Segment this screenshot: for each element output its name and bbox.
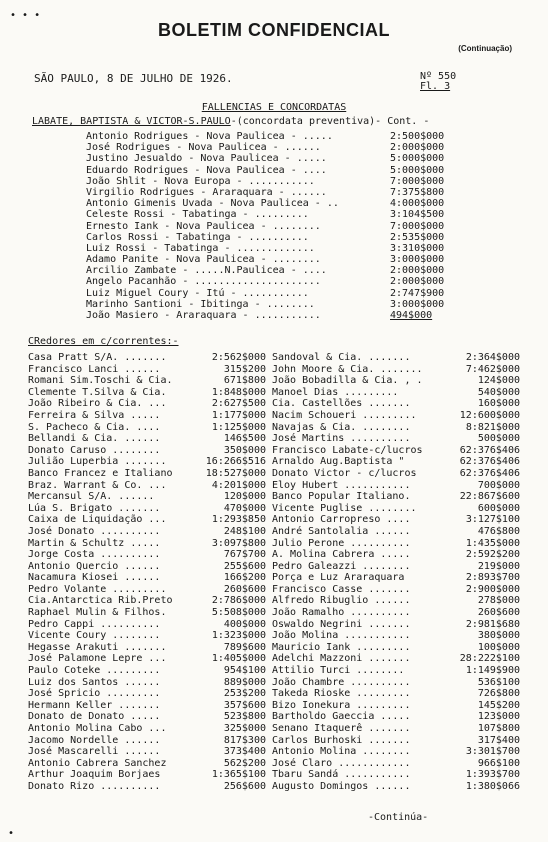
creditor-name-left: Martin & Schultz ..... — [28, 537, 161, 549]
creditor-name-left: Francisco Lanci ...... — [28, 363, 161, 375]
creditor-amount-left: 889$000 — [223, 676, 266, 688]
creditor-name-right: Mauricio Iank ......... — [272, 641, 411, 653]
creditor-amount: 5:000$000 — [390, 153, 445, 165]
creditor-amount: 2:500$000 — [390, 131, 445, 142]
table-row — [28, 445, 520, 457]
creditor-name-left: Raphael Mulin & Filhos. — [28, 607, 167, 619]
creditor-name-right: Takeda Rioske ......... — [272, 688, 411, 700]
table-row — [28, 584, 520, 596]
list-item — [86, 153, 466, 164]
creditor-amount-right: 1:380$066 — [465, 780, 520, 792]
creditor-name-left: Julião Luperbia ....... — [28, 456, 167, 468]
case-description: -(concordata preventiva)- Cont. - — [230, 116, 430, 127]
creditor-name-left: S. Pacheco & Cia. .... — [28, 421, 161, 433]
creditor-amount-left: 2:627$500 — [211, 398, 266, 410]
creditor-amount-left: 1:293$850 — [211, 514, 266, 526]
creditor-name-right: Eloy Hubert ........... — [272, 479, 411, 491]
table-row — [28, 514, 520, 526]
table-row — [28, 549, 520, 561]
creditor-name-left: Bellandi & Cia. ...... — [28, 433, 161, 445]
creditor-amount-left: 400$000 — [223, 618, 266, 630]
creditor-name: Celeste Rossi - Tabatinga - ......... — [86, 209, 309, 221]
list-item — [86, 310, 466, 321]
table-row — [28, 561, 520, 573]
list-item — [86, 243, 466, 254]
creditor-name-left: Caixa de Liquidação ... — [28, 514, 167, 526]
creditor-amount-right: 278$000 — [477, 595, 520, 607]
creditor-amount-left: 2:562$000 — [211, 352, 266, 363]
creditor-name-right: Adelchi Mazzoni ....... — [272, 653, 411, 665]
creditor-amount: 5:000$000 — [390, 164, 445, 176]
creditor-name: Luiz Rossi - Tabatinga - ............. — [86, 242, 315, 254]
creditor-amount-right: 107$800 — [477, 723, 520, 734]
creditor-amount-left: 1:848$000 — [211, 386, 266, 398]
table-row — [28, 503, 520, 515]
list-item — [86, 254, 466, 265]
creditor-name-left: Ferreira & Silva ..... — [28, 409, 161, 421]
table-row — [28, 410, 520, 422]
creditor-name: Antonio Rodrigues - Nova Paulicea - ..... — [86, 131, 333, 142]
creditors-heading: CRedores em c/correntes:- — [28, 336, 179, 347]
creditor-amount: 3:000$000 — [390, 254, 445, 266]
creditor-amount-left: 1:323$000 — [211, 630, 266, 642]
table-row — [28, 769, 520, 781]
creditor-amount-left: 1:125$000 — [211, 421, 266, 433]
creditor-name-left: Vicente Coury ........ — [28, 630, 161, 642]
creditor-amount-right: 726$800 — [477, 688, 520, 700]
creditor-name-right: John Moore & Cia. ....... — [272, 363, 423, 375]
creditor-amount-right: 476$800 — [477, 525, 520, 537]
creditor-amount-right: 1:149$900 — [465, 665, 520, 677]
creditor-amount-right: 1:435$000 — [465, 537, 520, 549]
list-item — [86, 165, 466, 176]
table-row — [28, 375, 520, 387]
creditor-name: Arcilio Zambate - .....N.Paulicea - .... — [86, 265, 327, 277]
list-item — [86, 232, 466, 243]
creditor-name-left: Arthur Joaquim Borjaes — [28, 769, 161, 781]
creditor-name-right: Senano Itaquerê ....... — [272, 723, 411, 734]
creditor-amount: 7:000$000 — [390, 220, 445, 232]
table-row — [28, 665, 520, 677]
creditor-amount-left: 16:266$516 — [205, 456, 266, 468]
creditor-name-right: Attilio Turci ........ — [272, 665, 405, 677]
creditor-amount: 2:747$900 — [390, 287, 445, 299]
creditor-amount-right: 124$000 — [477, 375, 520, 387]
creditor-amount-right: 12:600$000 — [459, 409, 520, 421]
creditor-amount: 3:310$000 — [390, 242, 445, 254]
creditor-name-left: Luiz dos Santos ...... — [28, 676, 161, 688]
list-item — [86, 288, 466, 299]
corner-mark-bottom: • — [8, 828, 15, 839]
creditor-name: João Shlit - Nova Europa - ........... — [86, 175, 315, 187]
creditor-amount-right: 2:893$700 — [465, 572, 520, 584]
creditor-amount-left: 2:786$000 — [211, 595, 266, 607]
creditor-name-right: Tbaru Sandá ........... — [272, 769, 411, 781]
creditor-name-left: João Ribeiro & Cia. ... — [28, 398, 167, 410]
creditor-amount-right: 536$100 — [477, 676, 520, 688]
creditor-amount-right: 22:867$600 — [459, 491, 520, 503]
creditor-name-right: Donato Victor - c/lucros — [272, 467, 417, 479]
creditor-name: João Masiero - Araraquara - ........... — [86, 310, 321, 321]
creditor-name-left: Hegasse Arakuti ....... — [28, 641, 167, 653]
creditor-name-left: Pedro Volante ......... — [28, 583, 167, 595]
table-row — [28, 456, 520, 468]
table-row — [28, 723, 520, 735]
creditor-amount-left: 373$400 — [223, 746, 266, 758]
table-row — [28, 688, 520, 700]
creditor-name-right: Alfredo Ribuglio ...... — [272, 595, 411, 607]
creditor-amount-right: 500$000 — [477, 433, 520, 445]
case-name: LABATE, BAPTISTA & VICTOR-S.PAULO — [32, 116, 231, 127]
page-reference — [420, 72, 456, 92]
creditor-amount: 2:000$000 — [390, 276, 445, 288]
table-row — [28, 642, 520, 654]
creditor-name-right: Bartholdo Gaeccia ..... — [272, 711, 411, 723]
creditor-amount-left: 357$600 — [223, 699, 266, 711]
continua-note: -Continúa- — [368, 812, 429, 823]
list-item — [86, 209, 466, 220]
creditor-name-right: Cia. Castellões ....... — [272, 398, 411, 410]
creditor-amount-left: 260$600 — [223, 583, 266, 595]
creditor-amount-right: 2:900$000 — [465, 583, 520, 595]
table-row — [28, 607, 520, 619]
creditor-amount-left: 954$100 — [223, 665, 266, 677]
creditor-name-left: Banco Francez e Italiano — [28, 467, 173, 479]
creditor-amount-left: 5:508$000 — [211, 607, 266, 619]
creditor-name-left: Antonio Quercio ...... — [28, 560, 161, 572]
section-heading: FALLENCIAS E CONCORDATAS — [201, 102, 347, 113]
creditor-amount: 3:104$500 — [390, 209, 445, 221]
creditor-name-left: Clemente T.Silva & Cia. — [28, 386, 167, 398]
creditor-amount: 7:375$800 — [390, 186, 445, 198]
creditor-amount-right: 219$000 — [477, 560, 520, 572]
dateline: SÃO PAULO, 8 DE JULHO DE 1926. — [34, 72, 233, 85]
creditor-amount: 2:000$000 — [390, 265, 445, 277]
creditor-name: Carlos Rossi - Tabatinga - .......... — [86, 231, 309, 243]
creditor-name-right: Vicente Puglise ........ — [272, 502, 417, 514]
creditor-amount-right: 540$000 — [477, 386, 520, 398]
table-row — [28, 468, 520, 480]
creditor-amount-left: 253$200 — [223, 688, 266, 700]
creditor-amount-left: 4:201$000 — [211, 479, 266, 491]
creditor-name: Ernesto Iank - Nova Paulicea - ........ — [86, 220, 321, 232]
creditor-name-left: Donato de Donato ..... — [28, 711, 161, 723]
case-subject — [32, 116, 429, 127]
table-row — [28, 572, 520, 584]
creditor-amount-right: 966$100 — [477, 757, 520, 769]
creditor-name-right: Pedro Galeazzi ........ — [272, 560, 411, 572]
creditor-amount-left: 470$000 — [223, 502, 266, 514]
creditor-amount-left: 120$000 — [223, 491, 266, 503]
table-row — [28, 398, 520, 410]
creditor-name-right: André Santolalia ...... — [272, 525, 411, 537]
creditor-name-left: Romani Sim.Toschi & Cia. — [28, 375, 173, 387]
creditor-amount-left: 767$700 — [223, 549, 266, 561]
creditor-name-left: Donato Rizo .......... — [28, 780, 161, 792]
table-row — [28, 387, 520, 399]
creditor-name-right: José Claro ............ — [272, 757, 411, 769]
creditor-name-left: Nacamura Kiosei ...... — [28, 572, 161, 584]
creditor-name-right: Bizo Ionekura ......... — [272, 699, 411, 711]
creditor-amount-right: 317$400 — [477, 734, 520, 746]
creditor-amount-right: 380$000 — [477, 630, 520, 642]
creditor-amount-right: 62:376$406 — [459, 456, 520, 468]
list-item — [86, 221, 466, 232]
creditor-name: José Rodrigues - Nova Paulicea - ...... — [86, 142, 321, 154]
creditor-amount-left: 166$200 — [223, 572, 266, 584]
creditor-amount: 4:000$000 — [390, 198, 445, 210]
creditor-name-right: João Ramalho .......... — [272, 607, 411, 619]
table-row — [28, 422, 520, 434]
creditor-name-left: José Spricio ......... — [28, 688, 161, 700]
creditor-name-right: Julio Perone .......... — [272, 537, 411, 549]
creditor-name-right: Arnaldo Aug.Baptista " — [272, 456, 405, 468]
table-row — [28, 352, 520, 364]
creditor-amount-left: 1:365$100 — [211, 769, 266, 781]
creditor-name-left: José Donato .......... — [28, 525, 161, 537]
creditor-name-left: Pedro Cappi .......... — [28, 618, 161, 630]
list-item — [86, 131, 466, 142]
creditor-amount-left: 1:177$000 — [211, 409, 266, 421]
creditor-name-right: Francisco Casse ....... — [272, 583, 411, 595]
creditor-amount-right: 2:981$680 — [465, 618, 520, 630]
creditor-amount-left: 248$100 — [223, 525, 266, 537]
creditor-name: Justino Jesualdo - Nova Paulicea - ..... — [86, 153, 327, 165]
creditor-name-right: João Chambre .......... — [272, 676, 411, 688]
creditor-name-left: Hermann Keller ....... — [28, 699, 161, 711]
table-row — [28, 491, 520, 503]
creditor-amount-right: 62:376$406 — [459, 444, 520, 456]
creditor-amount-right: 160$000 — [477, 398, 520, 410]
creditor-amount-left: 18:527$000 — [205, 467, 266, 479]
creditor-amount-left: 562$200 — [223, 757, 266, 769]
creditor-amount-right: 62:376$406 — [459, 467, 520, 479]
creditor-name: Angelo Pacanhão - ..................... — [86, 276, 321, 288]
creditor-amount-right: 2:592$200 — [465, 549, 520, 561]
creditor-name-right: Sandoval & Cia. ....... — [272, 352, 411, 363]
creditor-name-right: Banco Popular Italiano. — [272, 491, 411, 503]
creditor-name-right: Porça e Luz Araraquara — [272, 572, 405, 584]
creditor-name-left: José Mascarelli ...... — [28, 746, 161, 758]
creditor-amount-left: 817$300 — [223, 734, 266, 746]
creditor-amount-left: 350$000 — [223, 444, 266, 456]
table-row — [28, 758, 520, 770]
creditor-amount-left: 789$600 — [223, 641, 266, 653]
creditor-amount-right: 600$000 — [477, 502, 520, 514]
creditor-amount-right: 3:301$700 — [465, 746, 520, 758]
creditor-amount: 3:000$000 — [390, 298, 445, 310]
continuation-tag: (Continuação) — [458, 44, 512, 53]
creditor-name: Eduardo Rodrigues - Nova Paulicea - .... — [86, 164, 327, 176]
creditor-name-right: Nacim Schoueri ......... — [272, 409, 417, 421]
creditor-name-left: Antonio Cabrera Sanchez — [28, 757, 167, 769]
creditor-name-right: Carlos Burhoski ....... — [272, 734, 411, 746]
creditor-name-right: Antonio Molina ........ — [272, 746, 411, 758]
creditor-name-left: José Palamone Lepre ... — [28, 653, 167, 665]
table-row — [28, 630, 520, 642]
table-row — [28, 595, 520, 607]
creditor-amount-left: 325$000 — [223, 723, 266, 734]
creditor-amount-left: 256$600 — [223, 780, 266, 792]
creditor-amount-left: 146$500 — [223, 433, 266, 445]
table-row — [28, 526, 520, 538]
creditor-amount-right: 145$200 — [477, 699, 520, 711]
creditor-name-right: Navajas & Cia. ........ — [272, 421, 411, 433]
creditor-amount: 7:000$000 — [390, 175, 445, 187]
creditor-amount: 2:535$000 — [390, 231, 445, 243]
creditor-name-left: Jacomo Nordelle ...... — [28, 734, 161, 746]
creditor-list-primary — [86, 131, 466, 321]
creditor-amount-left: 523$800 — [223, 711, 266, 723]
table-row — [28, 619, 520, 631]
table-row — [28, 364, 520, 376]
creditor-name-right: Antonio Carropreso .... — [272, 514, 411, 526]
creditor-amount-right: 700$000 — [477, 479, 520, 491]
creditor-name-right: João Molina ........... — [272, 630, 411, 642]
creditor-name: Marinho Santioni - Ibitinga - ........ — [86, 298, 315, 310]
list-item — [86, 299, 466, 310]
creditor-name-left: Paulo Coteke ......... — [28, 665, 161, 677]
creditor-amount-right: 1:393$700 — [465, 769, 520, 781]
creditor-amount-right: 100$000 — [477, 641, 520, 653]
table-row — [28, 700, 520, 712]
creditor-amount-right: 28:222$100 — [459, 653, 520, 665]
table-row — [28, 711, 520, 723]
creditor-amount-right: 260$600 — [477, 607, 520, 619]
creditor-name: Antonio Gimenis Uvada - Nova Paulicea - .. — [86, 198, 339, 210]
creditor-amount-left: 1:405$000 — [211, 653, 266, 665]
list-item — [86, 142, 466, 153]
creditor-name-right: Oswaldo Negrini ....... — [272, 618, 411, 630]
creditor-name-left: Casa Pratt S/A. ....... — [28, 352, 167, 363]
creditor-name-left: Donato Caruso ........ — [28, 444, 161, 456]
creditor-amount-left: 671$800 — [223, 375, 266, 387]
creditor-name-left: Braz. Warrant & Co. ... — [28, 479, 167, 491]
creditor-amount-right: 2:364$000 — [465, 352, 520, 363]
creditor-amount-left: 3:097$800 — [211, 537, 266, 549]
creditor-amount-right: 7:462$000 — [465, 363, 520, 375]
table-row — [28, 735, 520, 747]
list-item — [86, 176, 466, 187]
list-item — [86, 265, 466, 276]
table-row — [28, 538, 520, 550]
list-item — [86, 198, 466, 209]
sheet-number: Fl. 3 — [420, 81, 451, 92]
bulletin-number: Nº 550 — [420, 71, 457, 82]
creditor-amount-right: 3:127$100 — [465, 514, 520, 526]
table-row — [28, 746, 520, 758]
creditor-name: Adamo Panite - Nova Paulicea - ........ — [86, 254, 321, 266]
table-row — [28, 677, 520, 689]
creditor-name-right: A. Molina Cabrera ..... — [272, 549, 411, 561]
creditor-amount-right: 8:821$000 — [465, 421, 520, 433]
creditor-amount: 494$000 — [390, 310, 433, 321]
list-item — [86, 276, 466, 287]
document-title: BOLETIM CONFIDENCIAL — [158, 20, 390, 40]
creditor-amount-right: 123$000 — [477, 711, 520, 723]
table-row — [28, 433, 520, 445]
creditor-name-left: Antonio Molina Cabo ... — [28, 723, 167, 734]
creditor-name-left: Mercansul S/A. ...... — [28, 491, 155, 503]
creditor-name-right: Augusto Domingos ...... — [272, 780, 411, 792]
list-item — [86, 187, 466, 198]
creditor-name: Virgilio Rodrigues - Araraquara - ...... — [86, 186, 327, 198]
creditor-amount-left: 315$200 — [223, 363, 266, 375]
table-row — [28, 480, 520, 492]
creditor-list-accounts — [28, 352, 520, 793]
creditor-name: Luiz Miguel Coury - Itú - ........... — [86, 287, 309, 299]
creditor-name-right: José Martins .......... — [272, 433, 411, 445]
corner-marks: • • • — [10, 10, 41, 21]
table-row — [28, 653, 520, 665]
creditor-amount-left: 255$600 — [223, 560, 266, 572]
creditor-name-right: Francisco Labate-c/lucros — [272, 444, 423, 456]
table-row — [28, 781, 520, 793]
creditor-name-left: Lúa S. Brigato ....... — [28, 502, 161, 514]
creditor-name-right: João Bobadilla & Cia. , . — [272, 375, 423, 387]
creditor-name-left: Cia.Antarctica Rib.Preto — [28, 595, 173, 607]
creditor-name-right: Manoel Dias ......... — [272, 386, 399, 398]
creditor-name-left: Jorge Costa .......... — [28, 549, 161, 561]
creditor-amount: 2:000$000 — [390, 142, 445, 154]
